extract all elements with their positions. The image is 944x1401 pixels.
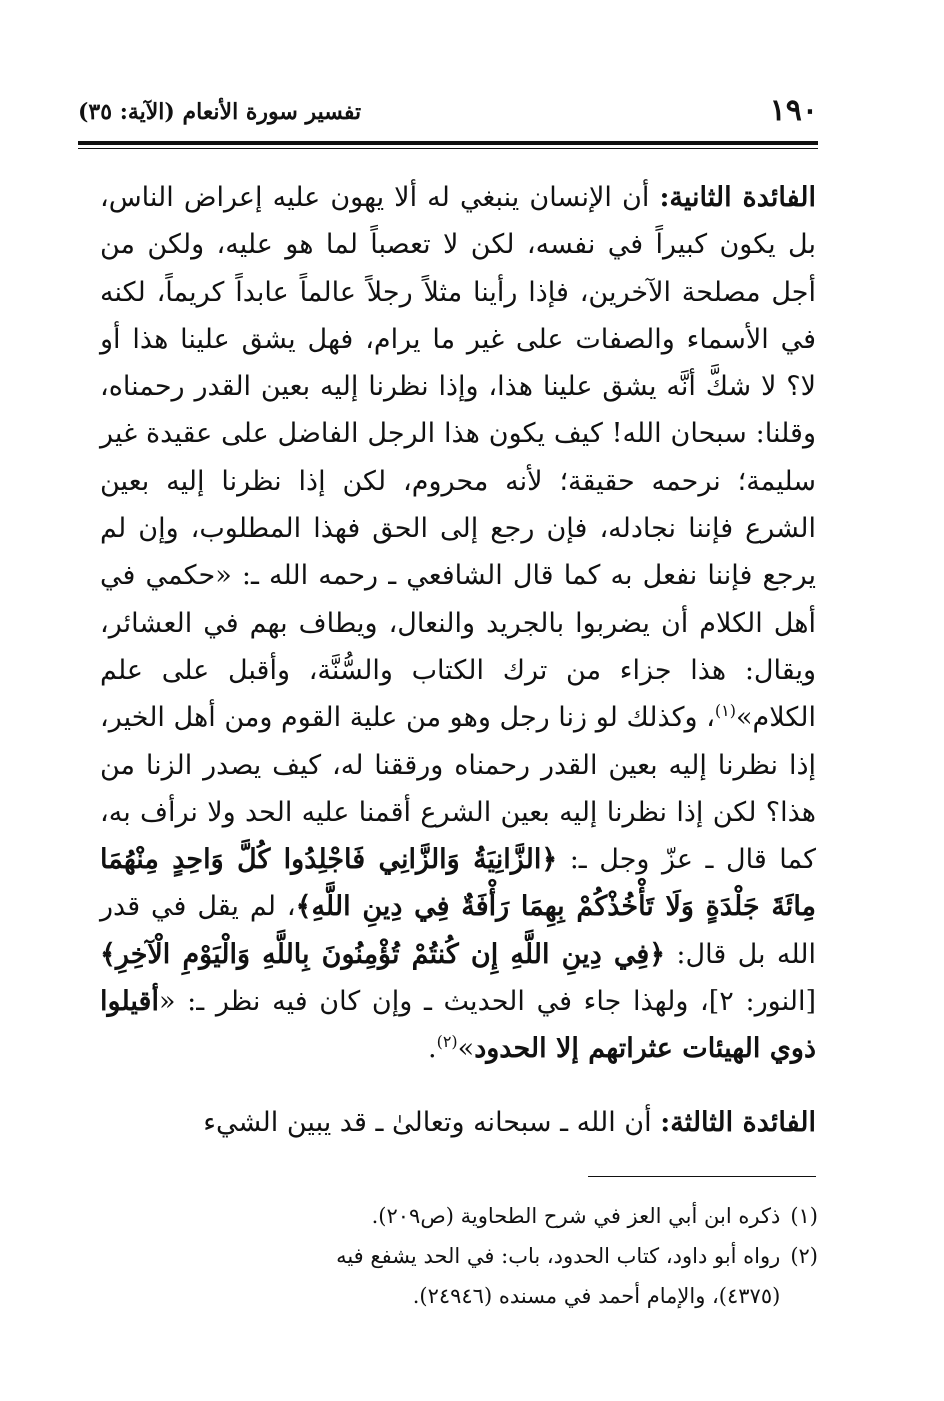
paragraph-third-benefit (100, 1099, 816, 1146)
footnote-number: (١) (790, 1204, 818, 1228)
paragraph-second-benefit (100, 174, 816, 1073)
running-title: تفسير سورة الأنعام (الآية: ٣٥) (78, 99, 362, 125)
footnotes (300, 1196, 818, 1316)
main-text (100, 174, 816, 1146)
footnote-reference[interactable]: (١) (714, 701, 736, 721)
paragraph-lead: الفائدة الثانية: (659, 182, 816, 213)
footnote-number: (٢) (790, 1244, 818, 1268)
footnote-text: رواه أبو داود، كتاب الحدود، باب: في الحد يشفع فيه (٤٣٧٥)، والإمام أحمد في مسنده (٢٤٩٤٦). (336, 1244, 781, 1308)
page-header (78, 92, 818, 134)
header-divider (78, 141, 818, 145)
paragraph-text: ، وكذلك لو زنا رجل وهو من علية القوم ومن أهل الخير، إذا نظرنا إليه بعين القدر رحمناه ورققنا له، كيف يصدر الزنا من هذا؟ لكن إذا نظرنا إليه بعين الشرع أقمنا عليه الحد ولا نرأف به، كما قال ـ عزّ وجل ـ: (100, 702, 816, 876)
footnote-text: ذكره ابن أبي العز في شرح الطحاوية (ص٢٠٩). (371, 1204, 781, 1228)
paragraph-lead: الفائدة الثالثة: (660, 1106, 816, 1138)
paragraph-text: . (427, 1033, 437, 1065)
paragraph-text: أن الله ـ سبحانه وتعالىٰ ـ قد يبين الشيء (203, 1106, 652, 1138)
footnote-item (300, 1236, 818, 1316)
paragraph-text: أن الإنسان ينبغي له ألا يهون عليه إعراض الناس، بل يكون كبيراً في نفسه، لكن لا تعصباً لما هو عليه، ولكن من أجل مصلحة الآخرين، فإذا رأينا مثلاً رجلاً عالماً عابداً كريماً، لكنه في الأسماء والصفات على غير ما يرام، فهل يشق علينا هذا أو لا؟ لا شكَّ أنَّه يشق علينا هذا، وإذا نظرنا إليه بعين القدر رحمناه، وقلنا: سبحان الله! كيف يكون هذا الرجل الفاضل على عقيدة غير سليمة؛ نرحمه حقيقة؛ لأنه محروم، لكن إذا نظرنا إليه بعين الشرع فإننا نجادله، فإن رجع إلى الحق فهذا المطلوب، وإن لم يرجع فإننا نفعل به كما قال الشافعي ـ رحمه الله ـ: «حكمي في أهل الكلام أن يضربوا بالجريد والنعال، ويطاف بهم في العشائر، ويقال: هذا جزاء من ترك الكتاب والسُّنَّة، وأقبل على علم الكلام» (100, 182, 816, 734)
footnote-reference[interactable]: (٢) (436, 1032, 458, 1052)
paragraph-text: [النور: ٢]، ولهذا جاء في الحديث ـ وإن كان فيه نظر ـ: « (158, 986, 816, 1018)
footnote-divider (588, 1176, 816, 1177)
page-number: ١٩٠ (769, 93, 818, 128)
quran-verse: ﴿فِي دِينِ اللَّهِ إِن كُنتُمْ تُؤْمِنُونَ بِاللَّهِ وَالْيَوْمِ الْآخِرِ﴾ (100, 938, 666, 970)
hadith-quote: أقيلوا ذوي الهيئات عثراتهم إلا الحدود (100, 986, 816, 1065)
header-divider-thin (78, 148, 818, 149)
paragraph-text: ، لم يقل في قدر الله بل قال: (100, 891, 817, 970)
paragraph-text: » (457, 1033, 475, 1065)
footnote-item (300, 1196, 818, 1236)
paragraph-spacer (100, 1073, 816, 1099)
quran-verse: ﴿الزَّانِيَةُ وَالزَّانِي فَاجْلِدُوا كُلَّ وَاحِدٍ مِنْهُمَا مِائَةَ جَلْدَةٍ وَلَا تَأْخُذْكُمْ بِهِمَا رَأْفَةٌ فِي دِينِ اللَّهِ﴾ (100, 844, 817, 923)
